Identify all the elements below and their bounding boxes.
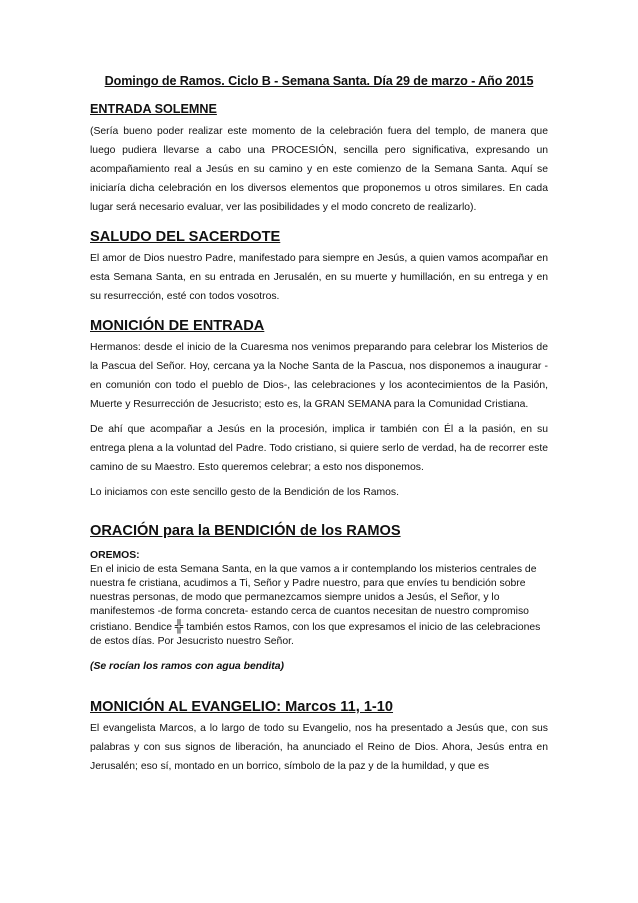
- oracion-text-before: En el inicio de esta Semana Santa, en la que vamos a ir contemplando los misterios centrales de nuestra fe cristiana, acudimos a Ti, Señor y Padre nuestro, para que envíes tu bendición sobre nuestras personas, de modo que permanezcamos siempre unidos a Jesús, el Señor, y lo manifestemos -de forma concreta- estando cerca de cuantos necesitan de nuestro compromiso cristiano. Bendice: [90, 564, 537, 633]
- monicion-paragraph-1: Hermanos: desde el inicio de la Cuaresma nos venimos preparando para celebrar los Misterios de la Pascua del Señor. Hoy, cercana ya la Noche Santa de la Pascua, nos disponemos a inaugurar -en comunión con todo el pueblo de Dios-, las celebraciones y los acontecimientos de la Pasión, Muerte y Resurrección de Jesucristo; esto es, la GRAN SEMANA para la Comunidad Cristiana.: [90, 342, 548, 410]
- document-page: [90, 74, 548, 776]
- entrada-solemne-text: (Sería bueno poder realizar este momento de la celebración fuera del templo, de manera que luego pudiera llevarse a cabo una PROCESIÓN, sencilla pero significativa, expresando un acompañamiento real a Jesús en su camino y en este comienzo de la Semana Santa. Aquí se iniciaría dicha celebración en los diversos elementos que proponemos u otros similares. En cada lugar será necesario evaluar, ver las posibilidades y el modo concreto de realizarlo).: [90, 126, 548, 213]
- heading-saludo-sacerdote: SALUDO DEL SACERDOTE: [90, 229, 281, 245]
- heading-entrada-solemne: ENTRADA SOLEMNE: [90, 102, 217, 116]
- evangelio-text: El evangelista Marcos, a lo largo de todo su Evangelio, nos ha presentado a Jesús que, con sus palabras y con sus signos de liberación, ha anunciado el Reino de Dios. Ahora, Jesús entra en Jerusalén; eso sí, montado en un borrico, símbolo de la paz y de la humildad, y que es: [90, 723, 548, 772]
- oremos-label: OREMOS:: [90, 550, 140, 561]
- oracion-text: [90, 563, 548, 649]
- oracion-text-after: también estos Ramos, con los que expresamos el inicio de las celebraciones de estos días. Por Jesucristo nuestro Señor.: [90, 622, 541, 647]
- cross-icon: ╬: [174, 619, 184, 633]
- heading-monicion-evangelio: MONICIÓN AL EVANGELIO: Marcos 11, 1-10: [90, 699, 394, 715]
- heading-monicion-entrada: MONICIÓN DE ENTRADA: [90, 318, 265, 334]
- saludo-text: El amor de Dios nuestro Padre, manifestado para siempre en Jesús, a quien vamos acompañar en esta Semana Santa, en su entrada en Jerusalén, en su muerte y humillación, en su entrega y en su resurrección, esté con todos vosotros.: [90, 253, 548, 302]
- document-title: Domingo de Ramos. Ciclo B - Semana Santa. Día 29 de marzo - Año 2015: [104, 74, 534, 88]
- monicion-paragraph-2: De ahí que acompañar a Jesús en la procesión, implica ir también con Él a la pasión, en su entrega plena a la voluntad del Padre. Todo cristiano, si quiere serlo de verdad, ha de recorrer este camino de su Maestro. Esto queremos celebrar; a esto nos disponemos.: [90, 424, 548, 473]
- rubric-note: (Se rocían los ramos con agua bendita): [90, 661, 285, 672]
- heading-oracion-bendicion: ORACIÓN para la BENDICIÓN de los RAMOS: [90, 523, 401, 539]
- monicion-paragraph-3: Lo iniciamos con este sencillo gesto de la Bendición de los Ramos.: [90, 487, 400, 498]
